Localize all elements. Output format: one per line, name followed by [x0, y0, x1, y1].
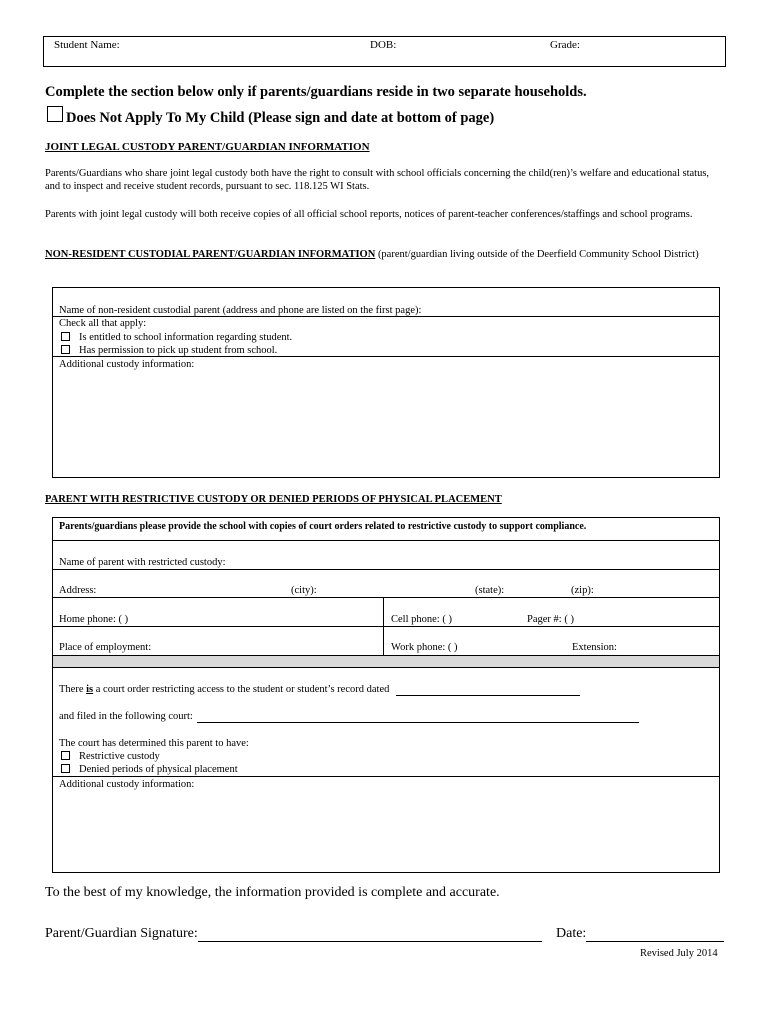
- non-resident-name-label: Name of non-resident custodial parent (address and phone are listed on the first page):: [59, 305, 422, 316]
- signature-field[interactable]: [198, 927, 542, 942]
- checkbox-denied-placement[interactable]: [61, 764, 70, 773]
- checkbox-pickup-permission[interactable]: [61, 345, 70, 354]
- work-phone-label: Work phone: ( ): [391, 642, 458, 653]
- signature-line: [45, 926, 542, 942]
- non-resident-additional-label: Additional custody information:: [59, 359, 195, 370]
- employment-label: Place of employment:: [59, 642, 152, 653]
- non-resident-title: NON-RESIDENT CUSTODIAL PARENT/GUARDIAN INFORMATION: [45, 249, 376, 260]
- date-field[interactable]: [586, 927, 724, 942]
- date-label: Date:: [556, 926, 587, 941]
- does-not-apply-checkbox[interactable]: [47, 106, 63, 122]
- restrictive-option-2[interactable]: [61, 763, 238, 776]
- divider: [52, 626, 720, 627]
- dob-label: DOB:: [370, 39, 397, 51]
- checkbox-restrictive-custody[interactable]: [61, 751, 70, 760]
- check-all-label: Check all that apply:: [59, 318, 147, 329]
- court-order-is: is: [86, 684, 94, 695]
- filed-court-field[interactable]: [197, 711, 639, 723]
- signature-label: Parent/Guardian Signature:: [45, 926, 198, 941]
- divider: [52, 597, 720, 598]
- student-name-field[interactable]: [126, 37, 366, 51]
- option-label: Denied periods of physical placement: [79, 764, 238, 775]
- restricted-name-label: Name of parent with restricted custody:: [59, 557, 226, 568]
- non-resident-heading: [45, 248, 725, 261]
- joint-legal-para1: Parents/Guardians who share joint legal custody both have the right to consult with school officials concerning the child(ren)’s welfare and educational status, and to inspect and receive student records, pursuant to sec. 118.125 WI Stats.: [45, 168, 710, 192]
- restrictive-additional-label: Additional custody information:: [59, 779, 195, 790]
- dob-field[interactable]: [400, 37, 545, 51]
- does-not-apply-label: Does Not Apply To My Child (Please sign and date at bottom of page): [66, 110, 495, 126]
- home-phone-label: Home phone: ( ): [59, 614, 129, 625]
- divider: [52, 540, 720, 541]
- student-name-label: Student Name:: [54, 39, 120, 51]
- non-resident-option-1[interactable]: [61, 331, 292, 344]
- pager-label: Pager #: ( ): [527, 614, 574, 625]
- determined-label: The court has determined this parent to have:: [59, 738, 249, 749]
- court-order-text: a court order restricting access to the student or student’s record dated: [93, 684, 390, 695]
- court-order-text: There: [59, 684, 87, 695]
- divider: [52, 569, 720, 570]
- city-label: (city):: [291, 585, 317, 596]
- extension-label: Extension:: [572, 642, 617, 653]
- non-resident-title-note: (parent/guardian living outside of the Deerfield Community School District): [375, 249, 699, 260]
- court-order-date-field[interactable]: [396, 684, 580, 696]
- date-line: [556, 926, 724, 942]
- grade-field[interactable]: [586, 37, 721, 51]
- intro-heading: Complete the section below only if parents/guardians reside in two separate households.: [45, 84, 587, 100]
- state-label: (state):: [475, 585, 505, 596]
- shaded-separator: [53, 656, 719, 667]
- option-label: Is entitled to school information regarding student.: [79, 332, 293, 343]
- divider: [52, 776, 720, 777]
- checkbox-school-info[interactable]: [61, 332, 70, 341]
- joint-legal-title: JOINT LEGAL CUSTODY PARENT/GUARDIAN INFORMATION: [45, 141, 370, 153]
- option-label: Has permission to pick up student from school.: [79, 345, 278, 356]
- restricted-name-field[interactable]: [240, 552, 716, 567]
- revised-date: Revised July 2014: [640, 948, 718, 959]
- address-label: Address:: [59, 585, 97, 596]
- zip-label: (zip):: [571, 585, 594, 596]
- non-resident-additional-field[interactable]: [56, 372, 716, 474]
- filed-court-line: [59, 710, 639, 723]
- restrictive-option-1[interactable]: [61, 750, 160, 763]
- restrictive-notice: Parents/guardians please provide the school with copies of court orders related to restrictive custody to support compliance.: [59, 521, 587, 532]
- certify-statement: To the best of my knowledge, the information provided is complete and accurate.: [45, 885, 500, 900]
- joint-legal-para2: Parents with joint legal custody will both receive copies of all official school reports, notices of parent-teacher conferences/staffings and school programs.: [45, 209, 693, 220]
- grade-label: Grade:: [550, 39, 580, 51]
- restrictive-additional-field[interactable]: [56, 792, 716, 869]
- restrictive-title: PARENT WITH RESTRICTIVE CUSTODY OR DENIED PERIODS OF PHYSICAL PLACEMENT: [45, 494, 502, 505]
- filed-court-label: and filed in the following court:: [59, 711, 193, 722]
- non-resident-option-2[interactable]: [61, 344, 277, 357]
- cell-phone-label: Cell phone: ( ): [391, 614, 452, 625]
- divider: [52, 667, 720, 668]
- court-order-line: [59, 683, 580, 696]
- option-label: Restrictive custody: [79, 751, 160, 762]
